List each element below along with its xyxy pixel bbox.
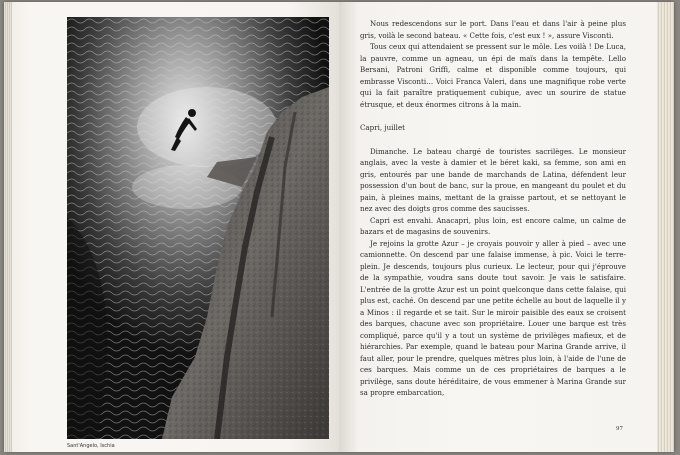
paragraph: Tous ceux qui attendaient se pressent sur le môle. Les voilà ! De Luca, la pauvre, comme un agneau, un épi de maïs dans la tempête. Lello Bersani, Patroni Griffi, calme et disponible comme toujours, qui embrasse Visconti… Voici Franca Valeri, dans une magnifique robe verte qui la fait paraître pratiquement cubique, avec un sourire de statue étrusque, et deux énormes citrons à la main. xyxy=(360,42,626,109)
book-spread xyxy=(4,2,674,452)
paragraph: Nous redescendons sur le port. Dans l'eau et dans l'air à peine plus gris, voilà le second bateau. « Cette fois, c'est eux ! », assure Visconti. xyxy=(360,19,626,40)
page-number: 97 xyxy=(616,426,623,432)
right-page-edges xyxy=(657,2,674,452)
left-page xyxy=(4,2,339,452)
sea-rock-photo xyxy=(67,17,329,439)
left-page-edges xyxy=(4,2,12,452)
paragraph: Dimanche. Le bateau chargé de touristes sacrilèges. Le monsieur anglais, avec la veste à damier et le béret kaki, sa femme, son ami en gris, entourés par une bande de marchands de Latina, défendent leur possession d'un bout de banc, sur la proue, en mangeant du poulet et du pain, à pleines mains, mettant de la graisse partout, et se nettoyant le nez avec des doigts gros comme des saucisses. xyxy=(360,146,626,213)
section-heading: Capri, juillet xyxy=(360,123,405,132)
paragraph: Capri est envahi. Anacapri, plus loin, est encore calme, un calme de bazars et de magasins de souvenirs. xyxy=(360,215,626,236)
paragraph: Je rejoins la grotte Azur – je croyais pouvoir y aller à pied – avec une camionnette. On descend par une falaise immense, à pic. Voici le terre-plein. Je descends, toujours plus curieux. Le lecteur, pour qui j'éprouve de la sympathie, voudra sans doute tout savoir. Je vais le satisfaire. L'entrée de la grotte Azur est un point quelconque dans cette falaise, qui plus est, caché. On descend par une petite échelle au bout de laquelle il y a Minos : il regarde et se tait. Sur le miroir paisible des eaux se croisent des barques, chacune avec son propriétaire. Louer une barque est très compliqué, parce qu'il y a tout un système de privilèges mafieux, et de hiérarchies. Par exemple, quand le bateau pour Marina Grande arrive, il faut aller, pour le prendre, quelques mètres plus loin, à l'aide de l'une de ces barques. Mais comme un de ces propriétaires de barques a le privilège, sans doute héréditaire, de vous emmener à Marina Grande sur sa propre embarcation, xyxy=(360,238,626,397)
body-text xyxy=(360,18,626,399)
photo-caption: Sant'Angelo, Ischia xyxy=(67,443,115,449)
